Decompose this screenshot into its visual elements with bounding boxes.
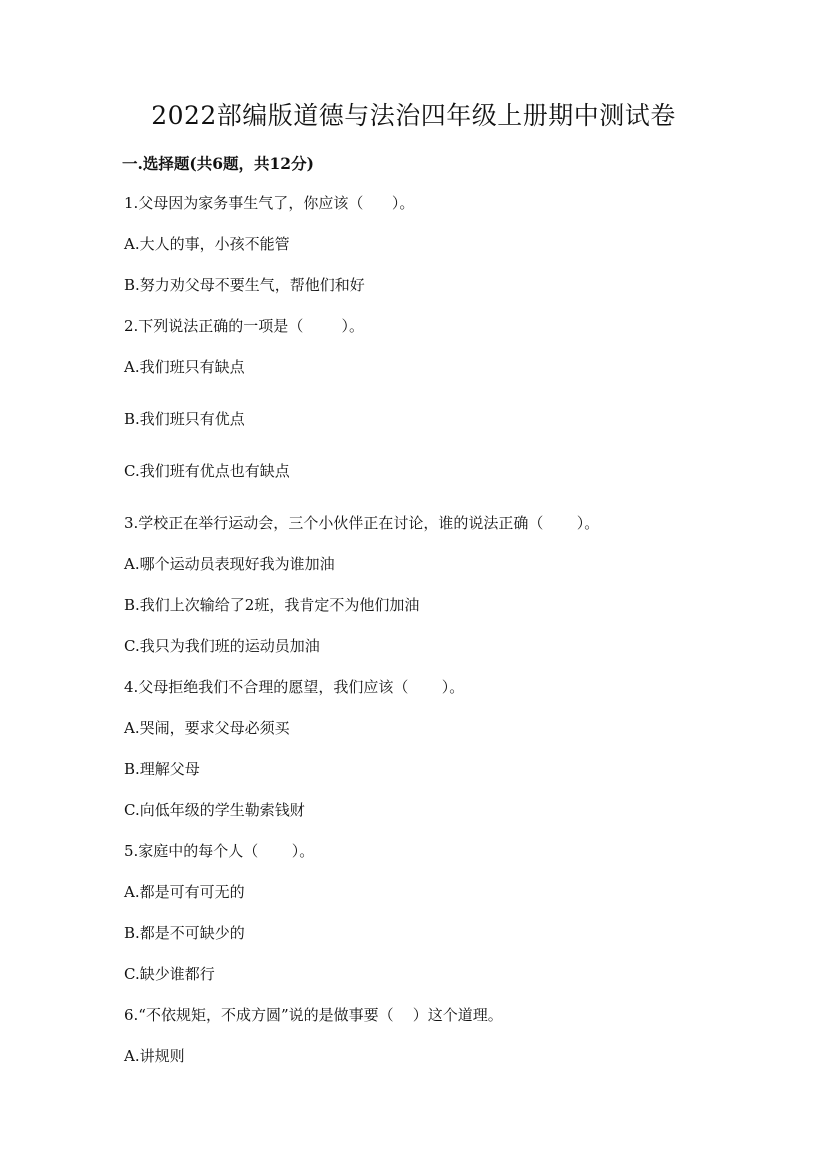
question-2-option-a: A.我们班只有缺点 (124, 358, 245, 376)
section-header: 一.选择题(共6题，共12分) (122, 154, 314, 173)
question-4-option-b: B.理解父母 (124, 760, 200, 778)
question-4: 4.父母拒绝我们不合理的愿望，我们应该（ ）。 (124, 678, 465, 696)
question-4-option-c: C.向低年级的学生勒索钱财 (124, 801, 305, 819)
question-5: 5.家庭中的每个人（ ）。 (124, 842, 315, 860)
question-4-option-a: A.哭闹，要求父母必须买 (124, 719, 290, 737)
question-3-option-a: A.哪个运动员表现好我为谁加油 (124, 555, 335, 573)
question-3-option-b: B.我们上次输给了2班，我肯定不为他们加油 (124, 596, 420, 614)
question-6: 6.“不依规矩，不成方圆”说的是做事要（ ）这个道理。 (124, 1006, 503, 1024)
question-5-option-b: B.都是不可缺少的 (124, 924, 245, 942)
page-title: 2022部编版道德与法治四年级上册期中测试卷 (151, 101, 676, 130)
question-5-option-a: A.都是可有可无的 (124, 883, 245, 901)
question-2: 2.下列说法正确的一项是（ ）。 (124, 317, 364, 335)
question-1: 1.父母因为家务事生气了，你应该（ ）。 (124, 194, 415, 212)
question-1-option-a: A.大人的事，小孩不能管 (124, 235, 290, 253)
question-3-option-c: C.我只为我们班的运动员加油 (124, 637, 320, 655)
question-5-option-c: C.缺少谁都行 (124, 965, 215, 983)
question-1-option-b: B.努力劝父母不要生气，帮他们和好 (124, 276, 365, 294)
question-6-option-a: A.讲规则 (124, 1047, 185, 1065)
question-3: 3.学校正在举行运动会，三个小伙伴正在讨论，谁的说法正确（ ）。 (124, 514, 600, 532)
question-2-option-b: B.我们班只有优点 (124, 410, 245, 428)
question-2-option-c: C.我们班有优点也有缺点 (124, 462, 290, 480)
